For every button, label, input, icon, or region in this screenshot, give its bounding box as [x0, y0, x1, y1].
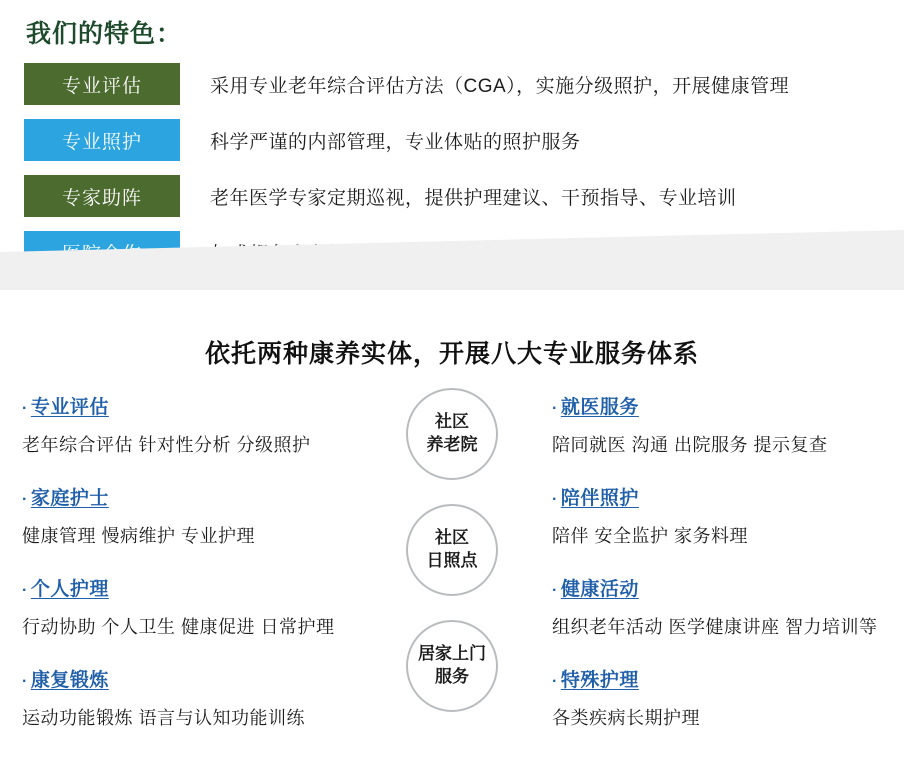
bullet-icon: ·	[22, 400, 28, 417]
services-left-column	[0, 392, 362, 756]
service-name: 陪伴照护	[560, 488, 639, 509]
feature-tag: 专业评估	[24, 63, 180, 105]
entity-line-1: 居家上门	[418, 644, 486, 664]
services-title: 依托两种康养实体，开展八大专业服务体系	[204, 340, 699, 368]
service-items: 陪同就医 沟通 出院服务 提示复查	[552, 435, 828, 455]
service-name: 特殊护理	[560, 670, 639, 691]
service-items: 行动协助 个人卫生 健康促进 日常护理	[22, 617, 335, 637]
service-items: 运动功能锻炼 语言与认知功能训练	[22, 708, 305, 728]
service-items: 老年综合评估 针对性分析 分级照护	[22, 435, 311, 455]
feature-text: 老年医学专家定期巡视，提供护理建议、干预指导、专业培训	[210, 187, 737, 209]
service-items: 组织老年活动 医学健康讲座 智力培训等	[552, 617, 878, 637]
bullet-icon: ·	[22, 491, 28, 508]
service-block	[22, 392, 362, 457]
service-name: 健康活动	[560, 579, 639, 600]
service-heading	[22, 392, 362, 419]
service-block	[552, 483, 904, 548]
services-right-column	[542, 392, 904, 756]
entity-line-1: 社区	[435, 412, 469, 432]
service-name: 康复锻炼	[30, 670, 109, 691]
service-block	[552, 665, 904, 730]
service-heading	[552, 574, 904, 601]
service-name: 个人护理	[30, 579, 109, 600]
bullet-icon: ·	[552, 491, 558, 508]
service-heading	[22, 574, 362, 601]
service-block	[22, 574, 362, 639]
feature-row	[0, 60, 904, 108]
feature-tag: 专业照护	[24, 119, 180, 161]
service-items: 健康管理 慢病维护 专业护理	[22, 526, 256, 546]
feature-text: 科学严谨的内部管理，专业体贴的照护服务	[210, 131, 581, 153]
entity-line-2: 养老院	[426, 435, 478, 454]
feature-row	[0, 172, 904, 220]
entity-line-1: 社区	[435, 528, 469, 548]
features-section	[0, 0, 904, 290]
bullet-icon: ·	[552, 400, 558, 417]
entity-circle	[406, 620, 498, 712]
services-columns	[0, 392, 904, 756]
bullet-icon: ·	[552, 673, 558, 690]
service-heading	[22, 483, 362, 510]
services-section	[0, 324, 904, 744]
service-name: 家庭护士	[30, 488, 109, 509]
service-block	[22, 665, 362, 730]
service-heading	[552, 483, 904, 510]
feature-row	[0, 116, 904, 164]
feature-tag: 专家助阵	[24, 175, 180, 217]
service-block	[22, 483, 362, 548]
entity-circle-stack	[362, 388, 542, 736]
features-title: 我们的特色：	[26, 20, 183, 48]
service-block	[552, 392, 904, 457]
bullet-icon: ·	[22, 673, 28, 690]
bullet-icon: ·	[552, 582, 558, 599]
feature-text: 采用专业老年综合评估方法（CGA），实施分级照护，开展健康管理	[210, 75, 790, 97]
bullet-icon: ·	[22, 582, 28, 599]
service-block	[552, 574, 904, 639]
service-name: 专业评估	[30, 397, 109, 418]
entity-circle	[406, 504, 498, 596]
service-name: 就医服务	[560, 397, 639, 418]
service-items: 各类疾病长期护理	[552, 708, 700, 728]
service-heading	[552, 665, 904, 692]
entity-line-2: 服务	[435, 667, 469, 686]
section-divider	[0, 290, 904, 324]
entities-column	[362, 392, 542, 756]
entity-line-2: 日照点	[426, 551, 478, 570]
service-items: 陪伴 安全监护 家务料理	[552, 526, 749, 546]
service-heading	[552, 392, 904, 419]
entity-circle	[406, 388, 498, 480]
service-heading	[22, 665, 362, 692]
